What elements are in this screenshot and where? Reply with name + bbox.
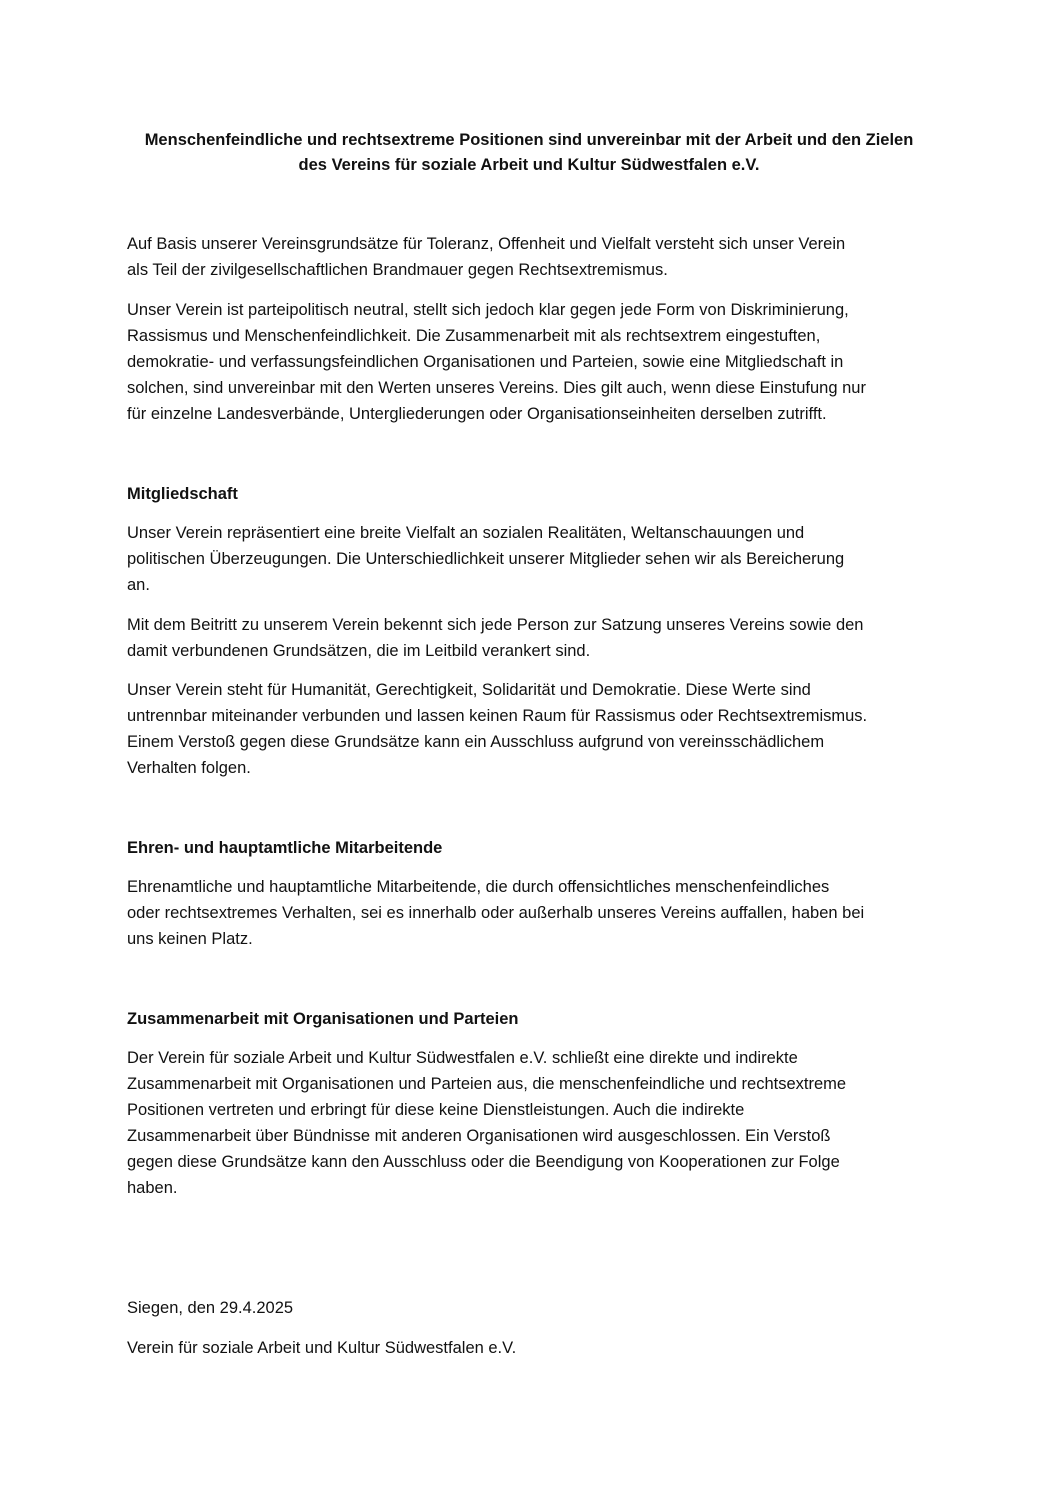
- text-line: Der Verein für soziale Arbeit und Kultur Südwestfalen e.V. schließt eine direkte und indirekte: [127, 1049, 798, 1067]
- text-line: haben.: [127, 1179, 178, 1197]
- document-title: [120, 128, 938, 178]
- text-line: für einzelne Landesverbände, Untergliederungen oder Organisationseinheiten derselben zutrifft.: [127, 405, 827, 423]
- intro-paragraph-1: [127, 231, 942, 283]
- membership-paragraph-2: [127, 612, 942, 664]
- text-line: gegen diese Grundsätze kann den Ausschluss oder die Beendigung von Kooperationen zur Folge: [127, 1153, 840, 1171]
- title-line: des Vereins für soziale Arbeit und Kultur Südwestfalen e.V.: [298, 156, 760, 174]
- section-heading-membership: Mitgliedschaft: [127, 485, 238, 503]
- text-line: Rassismus und Menschenfeindlichkeit. Die Zusammenarbeit mit als rechtsextrem eingestuften,: [127, 327, 821, 345]
- text-line: demokratie- und verfassungsfeindlichen Organisationen und Parteien, sowie eine Mitgliedschaft in: [127, 353, 844, 371]
- text-line: Positionen vertreten und erbringt für diese keine Dienstleistungen. Auch die indirekte: [127, 1101, 745, 1119]
- section-heading-staff: Ehren- und hauptamtliche Mitarbeitende: [127, 839, 443, 857]
- text-line: Einem Verstoß gegen diese Grundsätze kann ein Ausschluss aufgrund von vereinsschädlichem: [127, 733, 825, 751]
- text-line: Zusammenarbeit über Bündnisse mit anderen Organisationen wird ausgeschlossen. Ein Verstoß: [127, 1127, 831, 1145]
- text-line: oder rechtsextremes Verhalten, sei es innerhalb oder außerhalb unseres Vereins auffallen, haben bei: [127, 904, 865, 922]
- text-line: als Teil der zivilgesellschaftlichen Brandmauer gegen Rechtsextremismus.: [127, 261, 668, 279]
- text-line: Unser Verein repräsentiert eine breite Vielfalt an sozialen Realitäten, Weltanschauungen und: [127, 524, 805, 542]
- text-line: an.: [127, 576, 150, 594]
- intro-paragraph-2: [127, 297, 942, 427]
- title-line: Menschenfeindliche und rechtsextreme Positionen sind unvereinbar mit der Arbeit und den Zielen: [144, 131, 914, 149]
- text-line: Ehrenamtliche und hauptamtliche Mitarbeitende, die durch offensichtliches menschenfeindliches: [127, 878, 830, 896]
- section-heading-cooperation: Zusammenarbeit mit Organisationen und Parteien: [127, 1010, 519, 1028]
- cooperation-paragraph-1: [127, 1045, 942, 1201]
- text-line: damit verbundenen Grundsätzen, die im Leitbild verankert sind.: [127, 642, 591, 660]
- text-line: Zusammenarbeit mit Organisationen und Parteien aus, die menschenfeindliche und rechtsextreme: [127, 1075, 847, 1093]
- membership-paragraph-3: [127, 677, 942, 781]
- text-line: Auf Basis unserer Vereinsgrundsätze für Toleranz, Offenheit und Vielfalt versteht sich unser Verein: [127, 235, 846, 253]
- text-line: Mit dem Beitritt zu unserem Verein bekennt sich jede Person zur Satzung unseres Vereins sowie den: [127, 616, 864, 634]
- text-line: Unser Verein ist parteipolitisch neutral, stellt sich jedoch klar gegen jede Form von Diskriminierung,: [127, 301, 849, 319]
- text-line: Unser Verein steht für Humanität, Gerechtigkeit, Solidarität und Demokratie. Diese Werte sind: [127, 681, 811, 699]
- signature-line: Verein für soziale Arbeit und Kultur Südwestfalen e.V.: [127, 1339, 517, 1357]
- text-line: solchen, sind unvereinbar mit den Werten unseres Vereins. Dies gilt auch, wenn diese Einstufung nur: [127, 379, 866, 397]
- staff-paragraph-1: [127, 874, 942, 952]
- place-and-date: Siegen, den 29.4.2025: [127, 1299, 294, 1317]
- text-line: politischen Überzeugungen. Die Unterschiedlichkeit unserer Mitglieder sehen wir als Bereicherung: [127, 550, 845, 568]
- text-line: uns keinen Platz.: [127, 930, 253, 948]
- text-line: untrennbar miteinander verbunden und lassen keinen Raum für Rassismus oder Rechtsextremismus.: [127, 707, 868, 725]
- text-line: Verhalten folgen.: [127, 759, 251, 777]
- membership-paragraph-1: [127, 520, 942, 598]
